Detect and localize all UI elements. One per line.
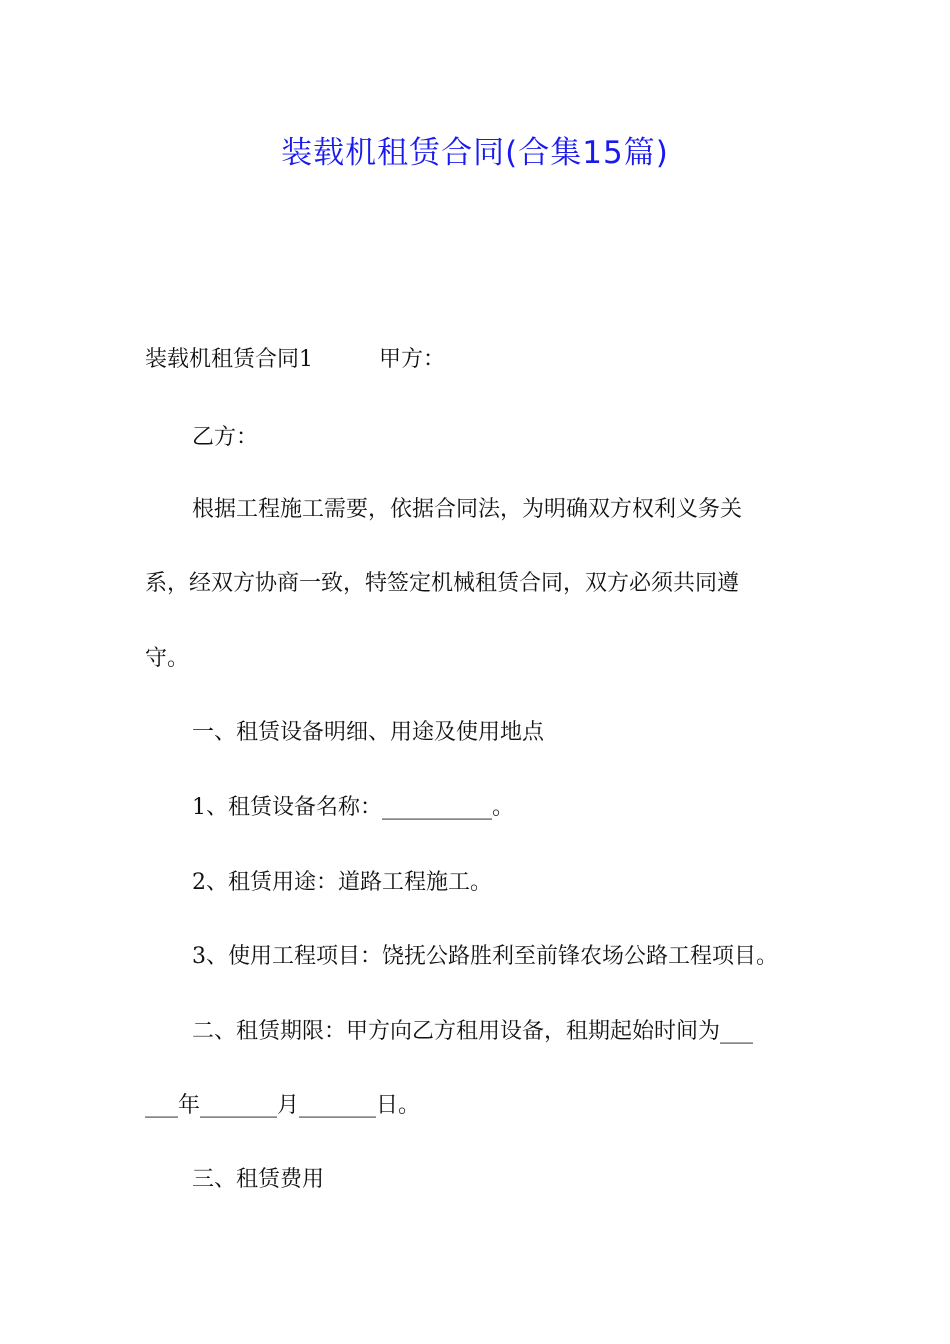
paragraph-line: 系，经双方协商一致，特签定机械租赁合同，双方必须共同遵 [145,571,740,596]
clause-line: 3、使用工程项目：饶抚公路胜利至前锋农场公路工程项目。 [192,944,778,969]
paragraph-line: 守。 [145,646,190,671]
section-heading: 一、租赁设备明细、用途及使用地点 [192,720,545,745]
section-heading: 二、租赁期限：甲方向乙方租用设备，租期起始时间为___ [192,1019,754,1044]
clause-line: 1、租赁设备名称：__________。 [192,795,514,820]
section-heading: 三、租赁费用 [192,1167,325,1192]
document-title: 装载机租赁合同(合集15篇) [281,135,669,171]
date-line: ___年_______月_______日。 [145,1093,421,1118]
clause-line: 2、租赁用途：道路工程施工。 [192,870,492,895]
contract-heading-line: 装载机租赁合同1 甲方： [145,347,445,372]
party-b-line: 乙方： [192,425,259,450]
paragraph-line: 根据工程施工需要，依据合同法，为明确双方权利义务关 [192,497,743,522]
